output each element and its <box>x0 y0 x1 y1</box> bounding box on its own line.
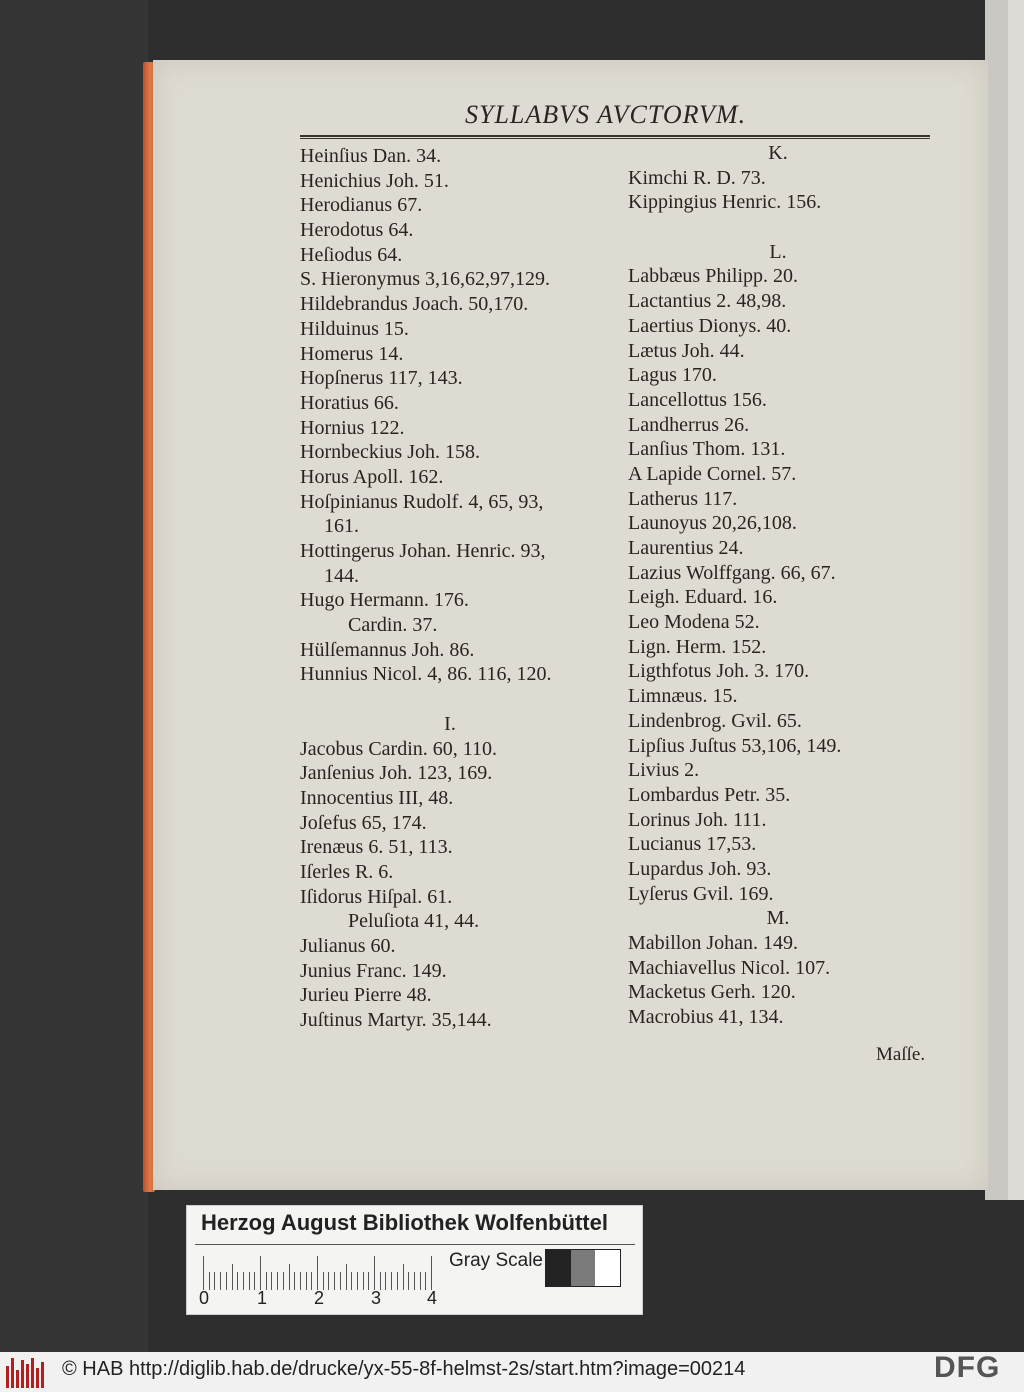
ruler-tick <box>328 1272 329 1290</box>
ruler-tick <box>363 1272 364 1290</box>
copyright-url-text: © HAB http://diglib.hab.de/drucke/yx-55-8f-helmst-2s/start.htm?image=00214 <box>62 1358 746 1380</box>
index-entry: Leo Modena 52. <box>628 611 760 634</box>
index-entry: Ligthfotus Joh. 3. 170. <box>628 660 810 683</box>
index-entry: Herodotus 64. <box>300 219 414 242</box>
index-entry: Launoyus 20,26,108. <box>628 512 797 535</box>
index-entry: I. <box>444 712 456 735</box>
ruler-label-4: 4 <box>427 1288 438 1308</box>
index-entry: Herodianus 67. <box>300 194 423 217</box>
ruler-tick <box>397 1272 398 1290</box>
index-entry: S. Hieronymus 3,16,62,97,129. <box>300 268 550 291</box>
ruler-tick <box>391 1272 392 1290</box>
ruler-tick <box>334 1272 335 1290</box>
index-entry: Lazius Wolffgang. 66, 67. <box>628 561 836 584</box>
index-entry: Horus Apoll. 162. <box>300 465 444 488</box>
ruler-label-0: 0 <box>199 1288 210 1308</box>
card-divider <box>195 1244 635 1245</box>
ruler-tick <box>254 1272 255 1290</box>
header-rule <box>300 135 930 139</box>
ruler-tick <box>431 1256 432 1290</box>
index-entry: Juſtinus Martyr. 35,144. <box>300 1009 492 1032</box>
gray-scale-swatches <box>545 1249 621 1287</box>
index-entry: Hopſnerus 117, 143. <box>300 367 463 390</box>
ruler-tick <box>249 1272 250 1290</box>
index-entry: Lorinus Joh. 111. <box>628 808 767 831</box>
ruler-tick <box>294 1272 295 1290</box>
index-entry: Lupardus Joh. 93. <box>628 857 772 880</box>
index-entry: Machiavellus Nicol. 107. <box>628 956 831 979</box>
ruler-tick <box>214 1272 215 1290</box>
ruler-tick <box>408 1272 409 1290</box>
ruler-tick <box>357 1272 358 1290</box>
ruler-tick <box>414 1272 415 1290</box>
index-entry: Landherrus 26. <box>628 413 750 436</box>
ruler-tick <box>403 1264 404 1290</box>
index-entry: Laurentius 24. <box>628 537 744 559</box>
gray-swatch-2 <box>595 1250 620 1286</box>
ruler-tick <box>220 1272 221 1290</box>
background-right-edge <box>1008 0 1024 1200</box>
index-entry: Leigh. Eduard. 16. <box>628 586 778 609</box>
index-entry: Lyſerus Gvil. 169. <box>628 882 774 905</box>
index-entry: Lombardus Petr. 35. <box>628 783 791 806</box>
library-name: Herzog August Bibliothek Wolfenbüttel <box>201 1210 608 1235</box>
index-entry: Julianus 60. <box>300 935 396 957</box>
index-entry: Junius Franc. 149. <box>300 959 447 982</box>
index-entry: Limnæus. 15. <box>628 685 738 708</box>
index-entry: Hoſpinianus Rudolf. 4, 65, 93, <box>300 490 544 513</box>
index-entry: 144. <box>324 564 359 587</box>
index-entry: Hülſemannus Joh. 86. <box>300 638 475 661</box>
index-entry: 161. <box>324 515 359 538</box>
index-entry: Lucianus 17,53. <box>628 833 757 856</box>
ruler-tick <box>346 1264 347 1290</box>
index-column-left <box>300 144 600 1033</box>
ruler-tick <box>277 1272 278 1290</box>
index-entry: Lindenbrog. Gvil. 65. <box>628 709 802 732</box>
index-entry: Kippingius Henric. 156. <box>628 191 822 214</box>
index-entry: Heinſius Dan. 34. <box>300 145 442 167</box>
index-column-right <box>628 141 928 1030</box>
index-entry: Lancellottus 156. <box>628 388 767 411</box>
ruler-label-3: 3 <box>371 1288 382 1308</box>
ruler-tick <box>317 1256 318 1290</box>
index-entry: Jurieu Pierre 48. <box>300 984 432 1007</box>
index-entry: K. <box>768 142 788 164</box>
index-entry: Macrobius 41, 134. <box>628 1006 784 1029</box>
index-entry: Labbæus Philipp. 20. <box>628 265 799 288</box>
catchword: Maſſe. <box>876 1044 926 1065</box>
ruler-tick <box>340 1272 341 1290</box>
index-entry: Innocentius III, 48. <box>300 786 454 809</box>
index-entry: Henichius Joh. 51. <box>300 169 449 192</box>
index-entry: Hornius 122. <box>300 416 405 439</box>
hab-logo-icon <box>6 1356 48 1388</box>
index-entry: Iſidorus Hiſpal. 61. <box>300 885 453 908</box>
background-left <box>0 0 148 1392</box>
index-entry: Hugo Hermann. 176. <box>300 589 469 612</box>
index-entry: Lactantius 2. 48,98. <box>628 290 787 313</box>
ruler-tick <box>385 1272 386 1290</box>
index-entry: Jacobus Cardin. 60, 110. <box>300 737 498 760</box>
index-entry: Peluſiota 41, 44. <box>348 910 480 933</box>
dfg-logo: DFG <box>934 1351 1001 1384</box>
index-entry: Hottingerus Johan. Henric. 93, <box>300 540 546 562</box>
index-entry <box>300 687 600 712</box>
ruler-tick <box>203 1256 204 1290</box>
index-entry: Joſefus 65, 174. <box>300 811 427 834</box>
ruler-tick <box>311 1272 312 1290</box>
index-entry: Livius 2. <box>628 759 700 782</box>
index-entry: Irenæus 6. 51, 113. <box>300 836 453 859</box>
index-entry: Lipſius Juſtus 53,106, 149. <box>628 734 842 757</box>
index-entry: Macketus Gerh. 120. <box>628 981 796 1004</box>
index-entry: Kimchi R. D. 73. <box>628 166 766 189</box>
ruler-tick <box>351 1272 352 1290</box>
index-entry: Horatius 66. <box>300 391 399 414</box>
running-head: SYLLABVS AVCTORVM. <box>465 100 747 129</box>
index-entry: M. <box>766 907 790 930</box>
index-entry: Hildebrandus Joach. 50,170. <box>300 293 529 316</box>
index-entry: Cardin. 37. <box>348 614 438 637</box>
gray-swatch-0 <box>546 1250 571 1286</box>
index-entry <box>628 215 928 240</box>
ruler-tick <box>237 1272 238 1290</box>
ruler-tick <box>368 1272 369 1290</box>
ruler-label-1: 1 <box>257 1288 268 1308</box>
index-entry: Hilduinus 15. <box>300 317 409 340</box>
index-entry: Latherus 117. <box>628 487 738 510</box>
ruler-tick <box>306 1272 307 1290</box>
ruler-label-2: 2 <box>314 1288 325 1308</box>
index-entry: L. <box>769 240 787 263</box>
index-entry: Lætus Joh. 44. <box>628 339 745 362</box>
index-entry: Lanſius Thom. 131. <box>628 438 786 461</box>
gray-scale-label: Gray Scale <box>449 1250 543 1271</box>
index-entry: Lign. Herm. 152. <box>628 635 767 658</box>
ruler-tick <box>420 1272 421 1290</box>
index-entry: Hunnius Nicol. 4, 86. 116, 120. <box>300 663 552 686</box>
ruler-tick <box>226 1272 227 1290</box>
ruler-tick <box>260 1256 261 1290</box>
index-entry: Mabillon Johan. 149. <box>628 932 798 954</box>
ruler <box>203 1254 435 1290</box>
ruler-tick <box>289 1264 290 1290</box>
index-entry: Laertius Dionys. 40. <box>628 314 792 337</box>
index-entry: Heſiodus 64. <box>300 243 403 266</box>
index-entry: Hornbeckius Joh. 158. <box>300 441 480 464</box>
index-entry: Janſenius Joh. 123, 169. <box>300 762 493 785</box>
ruler-tick <box>300 1272 301 1290</box>
index-entry: Homerus 14. <box>300 342 404 365</box>
index-entry: Iſerles R. 6. <box>300 860 394 883</box>
ruler-tick <box>374 1256 375 1290</box>
ruler-tick <box>271 1272 272 1290</box>
ruler-tick <box>232 1264 233 1290</box>
index-entry: Lagus 170. <box>628 364 717 387</box>
index-entry: A Lapide Cornel. 57. <box>628 462 797 485</box>
gray-swatch-1 <box>571 1250 596 1286</box>
ruler-tick <box>243 1272 244 1290</box>
color-scale-card <box>186 1205 643 1315</box>
ruler-tick <box>283 1272 284 1290</box>
